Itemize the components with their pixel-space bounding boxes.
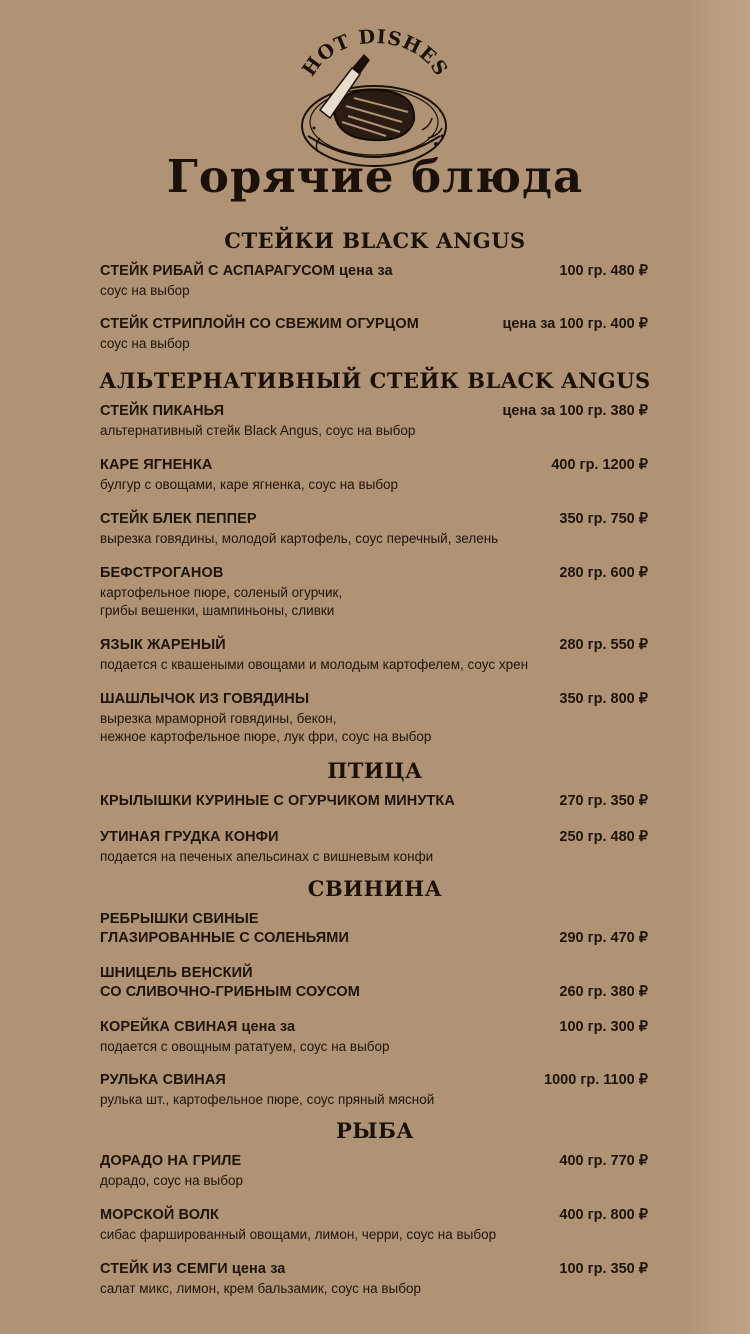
section-title-pork: СВИНИНА — [307, 876, 443, 901]
item-price: 400 гр. 770 ₽ — [559, 1153, 648, 1169]
item-description: салат микс, лимон, крем бальзамик, соус на выбор — [100, 1281, 421, 1296]
logo-arc-text: HOT DISHES — [298, 25, 453, 81]
item-price: 100 гр. 480 ₽ — [559, 263, 648, 279]
item-name: РЕБРЫШКИ СВИНЫЕ ГЛАЗИРОВАННЫЕ С СОЛЕНЬЯМИ — [100, 911, 349, 946]
item-description: подается с квашеными овощами и молодым картофелем, соус хрен — [100, 657, 529, 672]
menu-item-duck-confit — [100, 828, 648, 866]
menu-item-salmon-steak — [100, 1260, 648, 1298]
item-description: вырезка говядины, молодой картофель, соус перечный, зелень — [100, 531, 499, 546]
menu-item-pork-ribs — [100, 910, 648, 948]
item-name: СТЕЙК ИЗ СЕМГИ цена за — [100, 1261, 286, 1277]
section-title-fish: РЫБА — [335, 1118, 415, 1143]
menu-item-ribeye — [100, 262, 648, 300]
menu-item-lamb-rack — [100, 456, 648, 494]
menu-item-chicken-wings — [100, 792, 648, 811]
menu-item-pork-loin — [100, 1018, 648, 1056]
item-price: 250 гр. 480 ₽ — [559, 829, 648, 845]
item-description: картофельное пюре, соленый огурчик, грибы вешенки, шампиньоны, сливки — [100, 585, 343, 618]
item-description: альтернативный стейк Black Angus, соус на выбор — [100, 423, 416, 438]
item-description: соус на выбор — [100, 336, 190, 351]
item-name: УТИНАЯ ГРУДКА КОНФИ — [100, 829, 279, 845]
item-price: 100 гр. 350 ₽ — [559, 1261, 648, 1277]
item-price: цена за 100 гр. 380 ₽ — [502, 403, 648, 419]
item-name: ЯЗЫК ЖАРЕНЫЙ — [100, 637, 226, 653]
item-name: ШАШЛЫЧОК ИЗ ГОВЯДИНЫ — [100, 691, 310, 707]
item-description: подается на печеных апельсинах с вишневым конфи — [100, 849, 434, 864]
menu-item-picanha — [100, 402, 648, 440]
item-description: дорадо, соус на выбор — [100, 1173, 243, 1188]
item-name: БЕФСТРОГАНОВ — [100, 565, 224, 581]
item-price: 280 гр. 550 ₽ — [559, 637, 648, 653]
menu-item-sea-bass — [100, 1206, 648, 1244]
item-price: 100 гр. 300 ₽ — [559, 1019, 648, 1035]
item-price: 400 гр. 800 ₽ — [559, 1207, 648, 1223]
item-price: 290 гр. 470 ₽ — [559, 930, 648, 946]
item-price: 280 гр. 600 ₽ — [559, 565, 648, 581]
section-title-alternative-steak: АЛЬТЕРНАТИВНЫЙ СТЕЙК BLACK ANGUS — [99, 368, 651, 393]
item-price: 1000 гр. 1100 ₽ — [544, 1072, 648, 1088]
menu-item-pork-knuckle — [100, 1071, 648, 1109]
item-description: вырезка мраморной говядины, бекон, нежное картофельное пюре, лук фри, соус на выбор — [100, 711, 432, 744]
menu-item-fried-tongue — [100, 636, 648, 674]
item-name: РУЛЬКА СВИНАЯ — [100, 1072, 226, 1088]
item-name: СТЕЙК РИБАЙ С АСПАРАГУСОМ цена за — [100, 263, 393, 279]
svg-text:HOT DISHES — [298, 26, 452, 81]
item-name: ДОРАДО НА ГРИЛЕ — [100, 1153, 242, 1169]
menu-item-beef-shashlik — [100, 690, 648, 746]
menu-item-wiener-schnitzel — [100, 964, 648, 1002]
page-title: Горячие блюда — [166, 150, 584, 203]
menu-item-grilled-dorado — [100, 1152, 648, 1190]
item-description: сибас фаршированный овощами, лимон, черри, соус на выбор — [100, 1227, 497, 1242]
item-price: 400 гр. 1200 ₽ — [551, 457, 648, 473]
item-description: рулька шт., картофельное пюре, соус пряный мясной — [100, 1092, 435, 1107]
item-price: 270 гр. 350 ₽ — [559, 793, 648, 809]
item-description: булгур с овощами, каре ягненка, соус на выбор — [100, 477, 399, 492]
section-title-poultry: ПТИЦА — [327, 758, 423, 783]
item-name: СТЕЙК СТРИПЛОЙН СО СВЕЖИМ ОГУРЦОМ — [100, 316, 419, 332]
item-name: МОРСКОЙ ВОЛК — [100, 1207, 219, 1223]
menu-item-striploin — [100, 315, 648, 353]
item-name: КРЫЛЫШКИ КУРИНЫЕ С ОГУРЧИКОМ МИНУТКА — [100, 793, 455, 809]
item-name: СТЕЙК ПИКАНЬЯ — [100, 403, 225, 419]
item-price: цена за 100 гр. 400 ₽ — [502, 316, 648, 332]
item-price: 350 гр. 750 ₽ — [559, 511, 648, 527]
item-price: 350 гр. 800 ₽ — [559, 691, 648, 707]
menu-item-beef-stroganoff — [100, 564, 648, 620]
item-name: СТЕЙК БЛЕК ПЕППЕР — [100, 511, 257, 527]
item-description: подается с овощным рататуем, соус на выбор — [100, 1039, 390, 1054]
item-name: КАРЕ ЯГНЕНКА — [100, 457, 213, 473]
item-name: КОРЕЙКА СВИНАЯ цена за — [100, 1019, 296, 1035]
item-price: 260 гр. 380 ₽ — [559, 984, 648, 1000]
item-name: ШНИЦЕЛЬ ВЕНСКИЙ СО СЛИВОЧНО-ГРИБНЫМ СОУСОМ — [100, 965, 360, 1000]
menu-item-black-pepper-steak — [100, 510, 648, 548]
section-title-black-angus: СТЕЙКИ BLACK ANGUS — [224, 228, 526, 253]
item-description: соус на выбор — [100, 283, 190, 298]
